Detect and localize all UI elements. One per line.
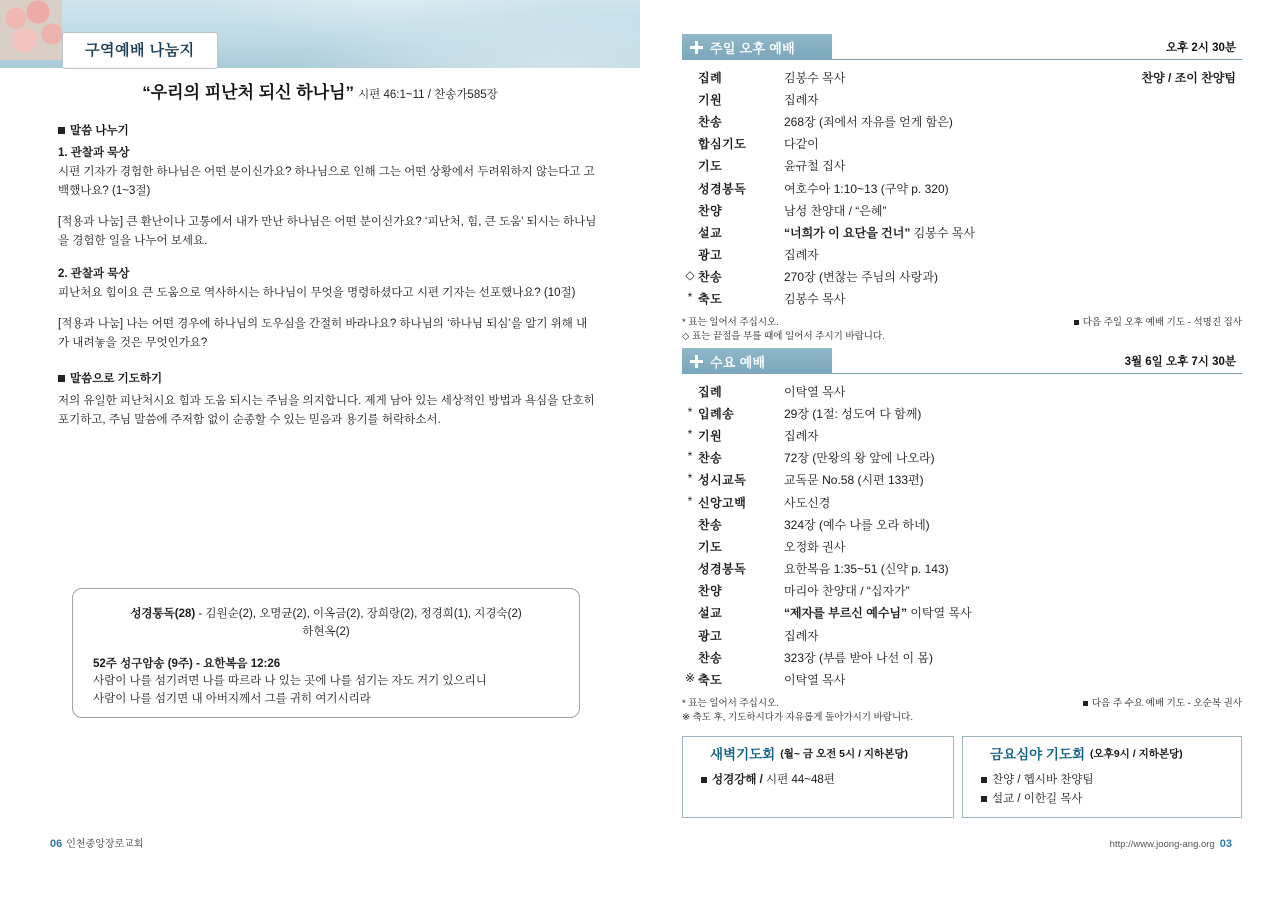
sunday-service-header (682, 34, 1242, 60)
left-page-body (58, 122, 598, 432)
row-value: 김봉수 목사 (784, 70, 846, 85)
row-label: 집례 (698, 384, 723, 399)
row-mark: * (687, 471, 693, 486)
row-label: 찬송 (698, 270, 723, 285)
wednesday-note-1: * 표는 일어서 주십시오. (682, 697, 779, 709)
left-page-footer (50, 835, 144, 850)
table-row (682, 177, 1242, 199)
table-row (682, 668, 1242, 690)
row-mark (682, 535, 698, 557)
sermon-preacher: 김봉수 목사 (910, 225, 975, 240)
sunday-next-prayer-note (1074, 316, 1242, 330)
sunday-service-time: 오후 2시 30분 (1165, 42, 1236, 54)
table-row (682, 199, 1242, 221)
row-label: 신앙고백 (698, 495, 747, 510)
table-row (682, 646, 1242, 668)
row-label: 성경봉독 (698, 562, 747, 577)
row-mark (682, 624, 698, 646)
bullet-square-icon (1074, 320, 1079, 325)
yarn-ball-image (0, 0, 62, 60)
sunday-note-1: * 표는 일어서 주십시오. (682, 317, 779, 329)
row-mark (682, 133, 698, 155)
row-value: 요한복음 1:35~51 (신약 p. 143) (784, 562, 949, 577)
row-label: 설교 (698, 225, 723, 240)
dawn-prayer-body (683, 765, 953, 795)
wednesday-service-block (682, 348, 1242, 725)
friday-prayer-line1 (981, 771, 1233, 787)
row-value: 교독문 No.58 (시편 133편) (784, 473, 924, 488)
row-label: 축도 (698, 673, 723, 688)
row-mark (682, 110, 698, 132)
sunday-note-2: ◇ 표는 끝절을 부를 때에 일어서 주시기 바랍니다. (682, 331, 885, 343)
left-page-number: 06 (50, 838, 63, 850)
bible-reading-line (93, 605, 559, 621)
row-mark (682, 646, 698, 668)
row-label: 기도 (698, 159, 723, 174)
row-value: 김봉수 목사 (784, 292, 846, 307)
sermon-preacher: 이탁열 목사 (907, 606, 972, 621)
bullet-square-icon (701, 777, 707, 783)
dawn-prayer-item-value: 시편 44~48편 (766, 774, 835, 786)
row-value (784, 602, 1242, 624)
dawn-prayer-header (683, 737, 953, 765)
row-label: 찬양 (698, 203, 723, 218)
friday-prayer-line2-text: 설교 / 이한길 목사 (992, 793, 1083, 805)
cross-icon (691, 747, 703, 759)
row-mark: * (687, 426, 693, 441)
wednesday-service-time: 3월 6일 오후 7시 30분 (1124, 356, 1236, 368)
memory-verse-line1: 사람이 나를 섬기려면 나를 따르라 나 있는 곳에 나를 섬기는 자도 거기 있으리니 (93, 675, 487, 687)
wednesday-service-order-table (682, 380, 1242, 691)
divider (832, 373, 1242, 374)
table-row (682, 558, 1242, 580)
row-mark: * (687, 404, 693, 419)
row-label: 성경봉독 (698, 181, 747, 196)
sermon-reference: 시편 46:1~11 / 찬송가585장 (358, 89, 498, 101)
table-row (682, 624, 1242, 646)
sermon-title-block (0, 78, 640, 103)
row-value: 여호수아 1:10~13 (구약 p. 320) (784, 181, 949, 196)
table-row (682, 513, 1242, 535)
question2-heading: 2. 관찰과 묵상 (58, 267, 130, 280)
friday-prayer-subtitle: (오후9시 / 지하본당) (1090, 747, 1183, 760)
row-value: 집례자 (784, 248, 819, 263)
friday-prayer-box (962, 736, 1242, 818)
table-row (682, 402, 1242, 424)
section-heading-prayer (58, 370, 598, 386)
row-label: 광고 (698, 248, 723, 263)
table-row (682, 580, 1242, 602)
question1-application: [적용과 나눔] 큰 환난이나 고통에서 내가 만난 하나님은 어떤 분이신가요? ‘피난처, 힘, 큰 도움’ 되시는 하나님을 경험한 일을 나누어 보세요. (58, 216, 597, 247)
row-label: 찬양 (698, 584, 723, 599)
bible-reading-label: 성경통독(28) (130, 608, 196, 620)
wednesday-service-notes (682, 697, 1242, 726)
row-label: 기도 (698, 539, 723, 554)
row-mark: * (687, 449, 693, 464)
memory-verse-label: 52주 성구암송 (9주) - 요한복음 12:26 (93, 658, 281, 670)
row-value: 이탁열 목사 (784, 384, 846, 399)
table-row (682, 288, 1242, 310)
sunday-next-prayer-text: 다음 주일 오후 예배 기도 - 석명진 집사 (1082, 317, 1242, 329)
question1-body: 시편 기자가 경험한 하나님은 어떤 분이신가요? 하나님으로 인해 그는 어떤 상황에서 두려워하지 않는다고 고백했나요? (1~3절) (58, 166, 595, 197)
friday-prayer-title: 금요심야 기도회 (990, 747, 1086, 762)
table-row (682, 133, 1242, 155)
wednesday-service-header (682, 348, 1242, 374)
row-value: 남성 찬양대 / “은혜” (784, 203, 887, 218)
sunday-afternoon-service-block (682, 34, 1242, 345)
row-label: 찬송 (698, 114, 723, 129)
row-label: 축도 (698, 292, 723, 307)
row-mark (682, 513, 698, 535)
cross-icon (690, 41, 703, 54)
cross-icon (690, 355, 703, 368)
row-value: 268장 (죄에서 자유를 얻게 함은) (784, 114, 953, 129)
row-label: 집례 (698, 70, 723, 85)
row-label: 입례송 (698, 406, 735, 421)
row-mark: * (687, 493, 693, 508)
bullet-square-icon (58, 375, 65, 382)
row-label: 찬송 (698, 451, 723, 466)
friday-prayer-header (963, 737, 1241, 765)
section2-label: 말씀으로 기도하기 (70, 373, 163, 386)
prayer-body: 저의 유일한 피난처시요 힘과 도움 되시는 주님을 의지합니다. 제게 남아 있는 세상적인 방법과 욕심을 단호히 포기하고, 주님 말씀에 주저함 없이 순종할 수 있는 믿음과 용기를 허락하소서. (58, 395, 595, 426)
table-row (682, 491, 1242, 513)
wednesday-next-prayer-text: 다음 주 수요 예배 기도 - 오순복 권사 (1091, 697, 1242, 709)
question2-body: 피난처요 힘이요 큰 도움으로 역사하시는 하나님이 무엇을 명령하셨다고 시편 기자는 선포했나요? (10절) (58, 286, 576, 299)
wednesday-note-2: ※ 축도 후, 기도하시다가 자유롭게 돌아가시기 바랍니다. (682, 711, 913, 723)
row-value: 윤규철 집사 (784, 159, 846, 174)
row-value: 사도신경 (784, 495, 831, 510)
dawn-prayer-item-label: 성경강해 / (712, 774, 763, 786)
row-mark (682, 558, 698, 580)
question1-heading: 1. 관찰과 묵상 (58, 147, 130, 159)
row-mark: ◇ (685, 268, 695, 283)
cross-icon (971, 747, 983, 759)
table-row (682, 469, 1242, 491)
row-label: 찬송 (698, 517, 723, 532)
row-label: 설교 (698, 606, 723, 621)
wednesday-next-prayer-note (1083, 697, 1242, 711)
sunday-service-order-table (682, 66, 1242, 310)
row-value: 집례자 (784, 428, 819, 443)
row-value: 집례자 (784, 92, 819, 107)
row-value: 오정화 권사 (784, 539, 846, 554)
row-value: 마리아 찬양대 / “십자가” (784, 584, 910, 599)
table-row (682, 155, 1242, 177)
row-label: 광고 (698, 628, 723, 643)
row-mark (682, 177, 698, 199)
row-label: 합심기도 (698, 137, 747, 152)
row-mark (682, 88, 698, 110)
bullet-square-icon (981, 777, 987, 783)
row-mark (682, 580, 698, 602)
row-value: 이탁열 목사 (784, 673, 846, 688)
wednesday-service-title-bar (682, 348, 832, 374)
table-row (682, 380, 1242, 402)
section1-label: 말씀 나누기 (70, 125, 129, 137)
table-row (682, 221, 1242, 243)
friday-prayer-body (963, 765, 1241, 814)
table-row (682, 266, 1242, 288)
nanumji-badge: 구역예배 나눔지 (62, 32, 218, 69)
friday-prayer-line1-text: 찬양 / 헵시바 찬양팀 (992, 774, 1094, 786)
bullet-square-icon (981, 796, 987, 802)
table-row (682, 602, 1242, 624)
row-mark (682, 66, 698, 88)
table-row (682, 88, 1242, 110)
row-mark (682, 244, 698, 266)
row-value: 집례자 (784, 628, 819, 643)
wednesday-service-title: 수요 예배 (710, 354, 766, 370)
table-row (682, 535, 1242, 557)
church-name: 인천중앙장로교회 (66, 839, 144, 850)
row-label: 기원 (698, 428, 723, 443)
row-mark (682, 380, 698, 402)
row-label: 기원 (698, 92, 723, 107)
section-heading-word-sharing (58, 122, 598, 138)
sermon-title-bold: “너희가 이 요단을 건너” (784, 225, 911, 240)
memory-verse-line2: 사람이 나를 섬기면 내 아버지께서 그를 귀히 여기시리라 (93, 692, 371, 705)
bullet-square-icon (58, 127, 65, 134)
row-value (784, 221, 1242, 243)
question2-application: [적용과 나눔] 나는 어떤 경우에 하나님의 도우심을 간절히 바라나요? 하나님의 ‘하나님 되심’을 알기 위해 내가 내려놓을 것은 무엇인가요? (58, 318, 588, 349)
dawn-prayer-box (682, 736, 954, 818)
header-decoration (220, 0, 640, 68)
sunday-praise-team: 찬양 / 조이 찬양팀 (1141, 70, 1236, 85)
bullet-square-icon (1083, 701, 1088, 706)
row-mark: * (687, 290, 693, 305)
row-value: 다같이 (784, 137, 819, 152)
sermon-title: “우리의 피난처 되신 하나님” (142, 83, 355, 102)
right-page (640, 0, 1280, 904)
sunday-service-title-bar (682, 34, 832, 60)
sunday-service-title: 주일 오후 예배 (710, 40, 795, 56)
row-mark (682, 602, 698, 624)
row-label: 찬송 (698, 650, 723, 665)
row-value: 324장 (예수 나를 오라 하네) (784, 517, 930, 532)
church-website: http://www.joong-ang.org (1109, 839, 1215, 850)
sermon-title-bold: “제자를 부르신 예수님” (784, 606, 907, 621)
bible-reading-box (72, 588, 580, 718)
table-row (682, 244, 1242, 266)
bible-reading-names: - 김원순(2), 오명균(2), 이옥금(2), 장희랑(2), 정경희(1), 지경숙(2) (198, 608, 522, 620)
sunday-service-notes (682, 316, 1242, 345)
row-mark (682, 155, 698, 177)
table-row (682, 110, 1242, 132)
row-value: 72장 (만왕의 왕 앞에 나오라) (784, 451, 935, 466)
row-value: 270장 (변찮는 주님의 사랑과) (784, 270, 938, 285)
right-page-footer (1110, 838, 1232, 850)
divider (832, 59, 1242, 60)
dawn-prayer-subtitle: (월~ 금 오전 5시 / 지하본당) (780, 747, 908, 760)
row-value: 323장 (부름 받아 나선 이 몸) (784, 650, 934, 665)
dawn-prayer-title: 새벽기도회 (710, 747, 776, 762)
bible-reading-names-2: 하현옥(2) (302, 626, 350, 638)
table-row (682, 424, 1242, 446)
row-mark (682, 199, 698, 221)
right-page-number: 03 (1219, 838, 1232, 850)
row-mark: ※ (684, 671, 696, 686)
table-row (682, 447, 1242, 469)
row-value: 29장 (1절: 성도여 다 함께) (784, 406, 922, 421)
row-mark (682, 221, 698, 243)
friday-prayer-line2 (981, 790, 1233, 806)
row-label: 성시교독 (698, 473, 747, 488)
table-row (682, 66, 1242, 88)
